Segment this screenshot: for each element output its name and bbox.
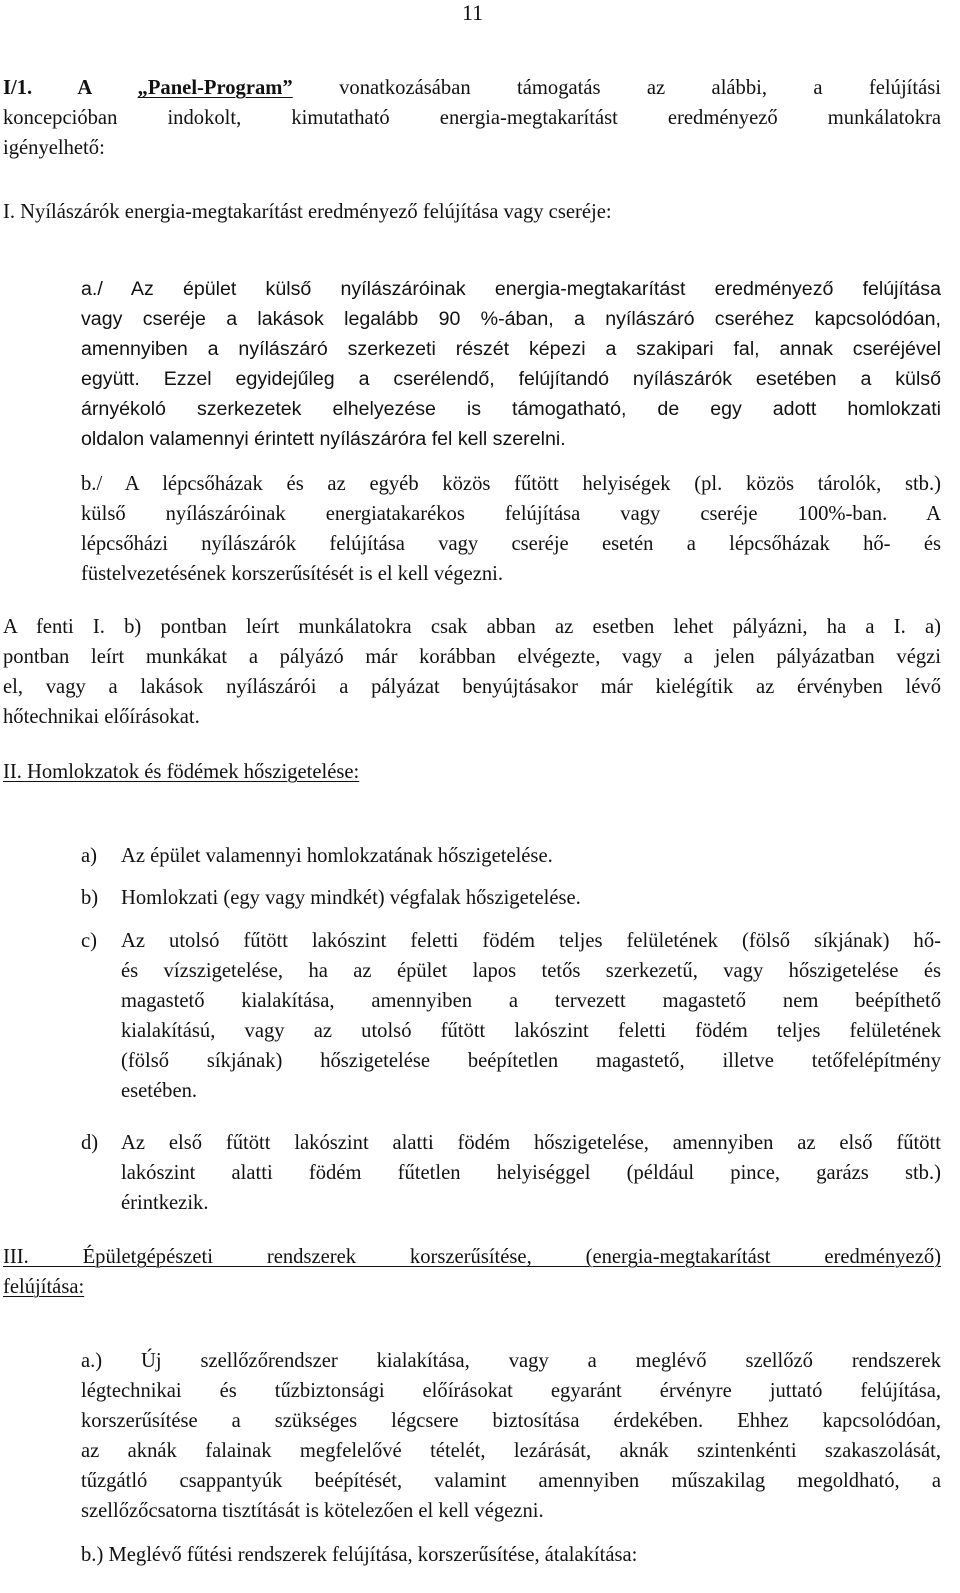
s2c-line: és vízszigetelése, ha az épület lapos tetős szerkezetű, vagy hőszigetelése és bbox=[121, 960, 941, 982]
note-line: el, vagy a lakások nyílászárói a pályázat benyújtásakor már kielégítik az érvényben lévő bbox=[3, 676, 941, 698]
intro-line-2: koncepcióban indokolt, kimutatható energia-megtakarítást eredményező munkálatokra bbox=[3, 107, 941, 129]
s1a-line: vagy cseréje a lakások legalább 90 %-ában, a nyílászáró cseréhez kapcsolódóan, bbox=[81, 308, 941, 330]
section-2-heading-block bbox=[3, 757, 359, 787]
s1a-line: együtt. Ezzel egyidejűleg a cserélendő, felújítandó nyílászárók esetében a külső bbox=[81, 368, 941, 390]
program-name: „Panel-Program” bbox=[137, 77, 293, 99]
intro-prefix: I/1. A bbox=[3, 77, 138, 99]
s2-item-d-text bbox=[121, 1128, 941, 1218]
intro-line-1-rest: vonatkozásában támogatás az alábbi, a felújítási bbox=[292, 77, 941, 99]
section-2-heading: II. Homlokzatok és födémek hőszigetelése: bbox=[3, 761, 360, 783]
section-1-item-b bbox=[81, 469, 941, 589]
s2-item-a-text bbox=[121, 841, 941, 871]
note-paragraph bbox=[3, 612, 941, 732]
s2c-line: Az utolsó fűtött lakószint feletti födém teljes felületének (fölső síkjának) hő- bbox=[121, 930, 941, 952]
note-line: hőtechnikai előírásokat. bbox=[3, 706, 200, 728]
s1a-line: oldalon valamennyi érintett nyílászáróra fel kell szerelni. bbox=[81, 428, 566, 450]
section-1-heading: I. Nyílászárók energia-megtakarítást eredményező felújítása vagy cseréje: bbox=[3, 201, 612, 223]
note-line: A fenti I. b) pontban leírt munkálatokra csak abban az esetben lehet pályázni, ha a I. a) bbox=[3, 616, 941, 638]
s1b-line: b./ A lépcsőházak és az egyéb közös fűtött helyiségek (pl. közös tárolók, stb.) bbox=[81, 473, 941, 495]
section-1-item-a bbox=[81, 274, 941, 454]
s3a-line: légtechnikai és tűzbiztonsági előírásokat egyaránt érvényre juttató felújítása, bbox=[81, 1380, 941, 1402]
page-number: 11 bbox=[462, 0, 484, 25]
s1b-line: lépcsőházi nyílászárók felújítása vagy cseréje esetén a lépcsőházak hő- és bbox=[81, 533, 941, 555]
s2c-line: kialakítású, vagy az utolsó fűtött lakószint feletti födém teljes felületének bbox=[121, 1020, 941, 1042]
intro-line-3: igényelhető: bbox=[3, 137, 105, 159]
s3a-line: tűzgátló csappantyúk beépítését, valamint amennyiben műszakilag megoldható, a bbox=[81, 1470, 941, 1492]
s2c-line: magastető kialakítása, amennyiben a tervezett magastető nem beépíthető bbox=[121, 990, 941, 1012]
s2-item-c-label: c) bbox=[81, 930, 97, 952]
s1a-line: amennyiben a nyílászáró szerkezeti részét képezi a szakipari fal, annak cseréjével bbox=[81, 338, 941, 360]
section-3-heading bbox=[3, 1242, 941, 1302]
s2-item-b-text bbox=[121, 883, 941, 913]
s1a-line: árnyékoló szerkezetek elhelyezése is támogatható, de egy adott homlokzati bbox=[81, 398, 941, 420]
s1b-line: füstelvezetésének korszerűsítését is el kell végezni. bbox=[81, 563, 504, 585]
s3a-line: az aknák falainak megfelelővé tételét, lezárását, aknák szintenkénti szakaszolását, bbox=[81, 1440, 941, 1462]
section-1-heading-block bbox=[3, 197, 941, 227]
intro-paragraph bbox=[3, 73, 941, 163]
s2c-line: esetében. bbox=[121, 1080, 198, 1102]
s3a-line: korszerűsítése a szükséges légcsere biztosítása érdekében. Ehhez kapcsolódóan, bbox=[81, 1410, 941, 1432]
s2a-line: Az épület valamennyi homlokzatának hőszigetelése. bbox=[121, 845, 553, 867]
intro-line-1 bbox=[3, 73, 941, 103]
s2-item-b-label: b) bbox=[81, 887, 99, 909]
s2-item-d-label: d) bbox=[81, 1132, 99, 1154]
s2c-line: (fölső síkjának) hőszigetelése beépítetlen magastető, illetve tetőfelépítmény bbox=[121, 1050, 941, 1072]
section-3-item-b bbox=[81, 1540, 941, 1570]
s2d-line: érintkezik. bbox=[121, 1192, 209, 1214]
s3a-line: szellőzőcsatorna tisztítását is kötelezően el kell végezni. bbox=[81, 1500, 544, 1522]
note-line: pontban leírt munkákat a pályázó már korábban elvégezte, vagy a jelen pályázatban végzi bbox=[3, 646, 941, 668]
s3b-line: b.) Meglévő fűtési rendszerek felújítása, korszerűsítése, átalakítása: bbox=[81, 1544, 638, 1566]
section-3-heading-line-1: III. Épületgépészeti rendszerek korszerűsítése, (energia-megtakarítást eredményező) bbox=[3, 1246, 941, 1268]
s2-item-a-label: a) bbox=[81, 845, 97, 867]
s2d-line: lakószint alatti födém fűtetlen helyiséggel (például pince, garázs stb.) bbox=[121, 1162, 941, 1184]
s2-item-c-text bbox=[121, 926, 941, 1106]
section-3-item-a bbox=[81, 1346, 941, 1526]
s1a-line: a./ Az épület külső nyílászáróinak energia-megtakarítást eredményező felújítása bbox=[81, 278, 941, 300]
s2d-line: Az első fűtött lakószint alatti födém hőszigetelése, amennyiben az első fűtött bbox=[121, 1132, 941, 1154]
s3a-line: a.) Új szellőzőrendszer kialakítása, vagy a meglévő szellőző rendszerek bbox=[81, 1350, 941, 1372]
section-3-heading-line-2: felújítása: bbox=[3, 1276, 85, 1298]
s1b-line: külső nyílászáróinak energiatakarékos felújítása vagy cseréje 100%-ban. A bbox=[81, 503, 941, 525]
s2b-line: Homlokzati (egy vagy mindkét) végfalak hőszigetelése. bbox=[121, 887, 581, 909]
